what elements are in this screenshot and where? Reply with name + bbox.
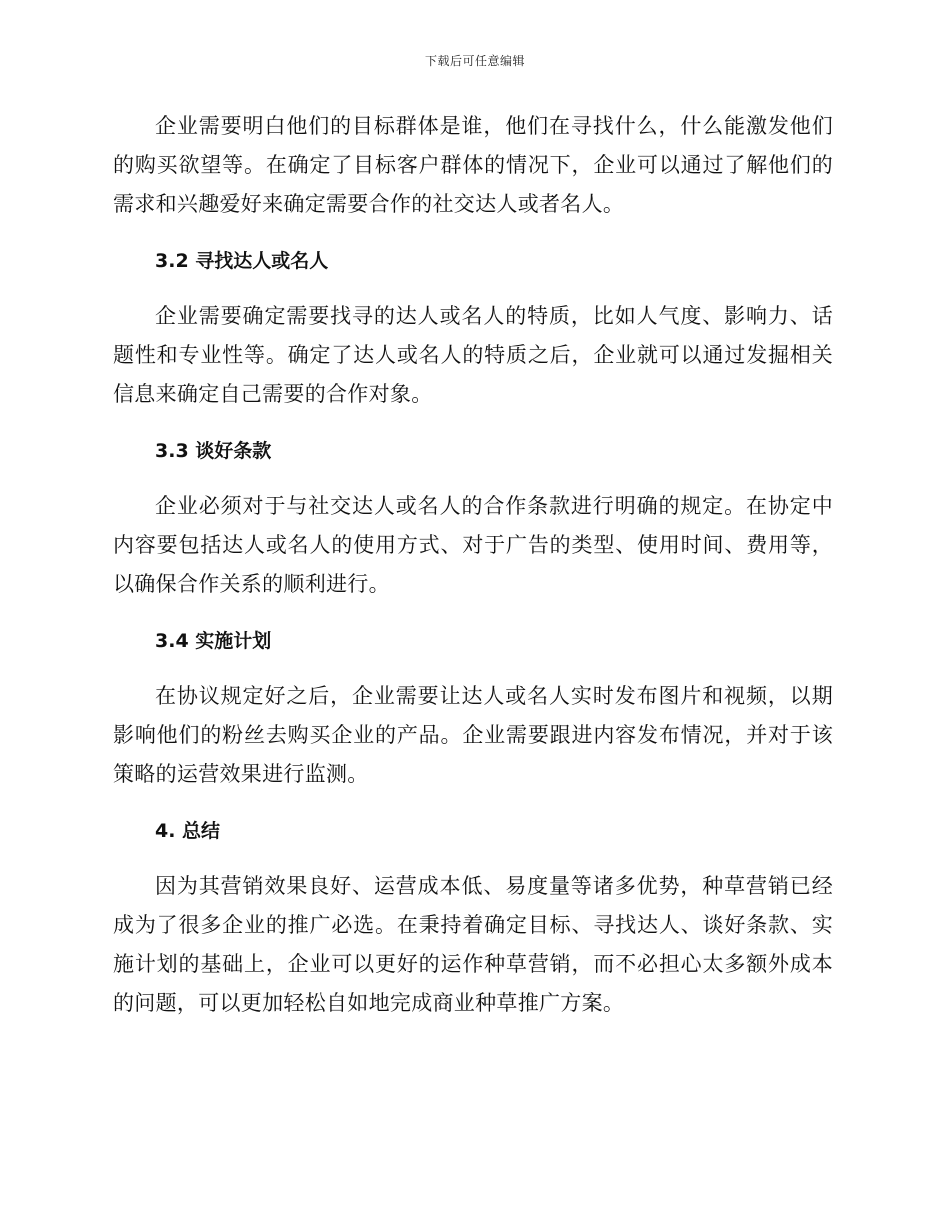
section-4-heading: 4. 总结 (155, 820, 221, 842)
section-3-4-heading: 3.4 实施计划 (155, 630, 272, 652)
section-3-2-paragraph: 企业需要确定需要找寻的达人或名人的特质，比如人气度、影响力、话题性和专业性等。确定了达人或名人的特质之后，企业就可以通过发掘相关信息来确定自己需要的合作对象。 (113, 304, 833, 406)
section-3-2-heading: 3.2 寻找达人或名人 (155, 250, 329, 272)
section-3-3-heading: 3.3 谈好条款 (155, 440, 272, 462)
page-header-note: 下载后可任意编辑 (424, 54, 525, 68)
section-3-3-paragraph: 企业必须对于与社交达人或名人的合作条款进行明确的规定。在协定中内容要包括达人或名人的使用方式、对于广告的类型、使用时间、费用等，以确保合作关系的顺利进行。 (113, 494, 833, 596)
intro-paragraph: 企业需要明白他们的目标群体是谁，他们在寻找什么，什么能激发他们的购买欲望等。在确定了目标客户群体的情况下，企业可以通过了解他们的需求和兴趣爱好来确定需要合作的社交达人或者名人。 (113, 114, 833, 216)
section-4-paragraph: 因为其营销效果良好、运营成本低、易度量等诸多优势，种草营销已经成为了很多企业的推广必选。在秉持着确定目标、寻找达人、谈好条款、实施计划的基础上，企业可以更好的运作种草营销，而不必担心太多额外成本的问题，可以更加轻松自如地完成商业种草推广方案。 (113, 874, 833, 1015)
section-3-4-paragraph: 在协议规定好之后，企业需要让达人或名人实时发布图片和视频，以期影响他们的粉丝去购买企业的产品。企业需要跟进内容发布情况，并对于该策略的运营效果进行监测。 (113, 684, 833, 786)
document-body (113, 107, 833, 1023)
